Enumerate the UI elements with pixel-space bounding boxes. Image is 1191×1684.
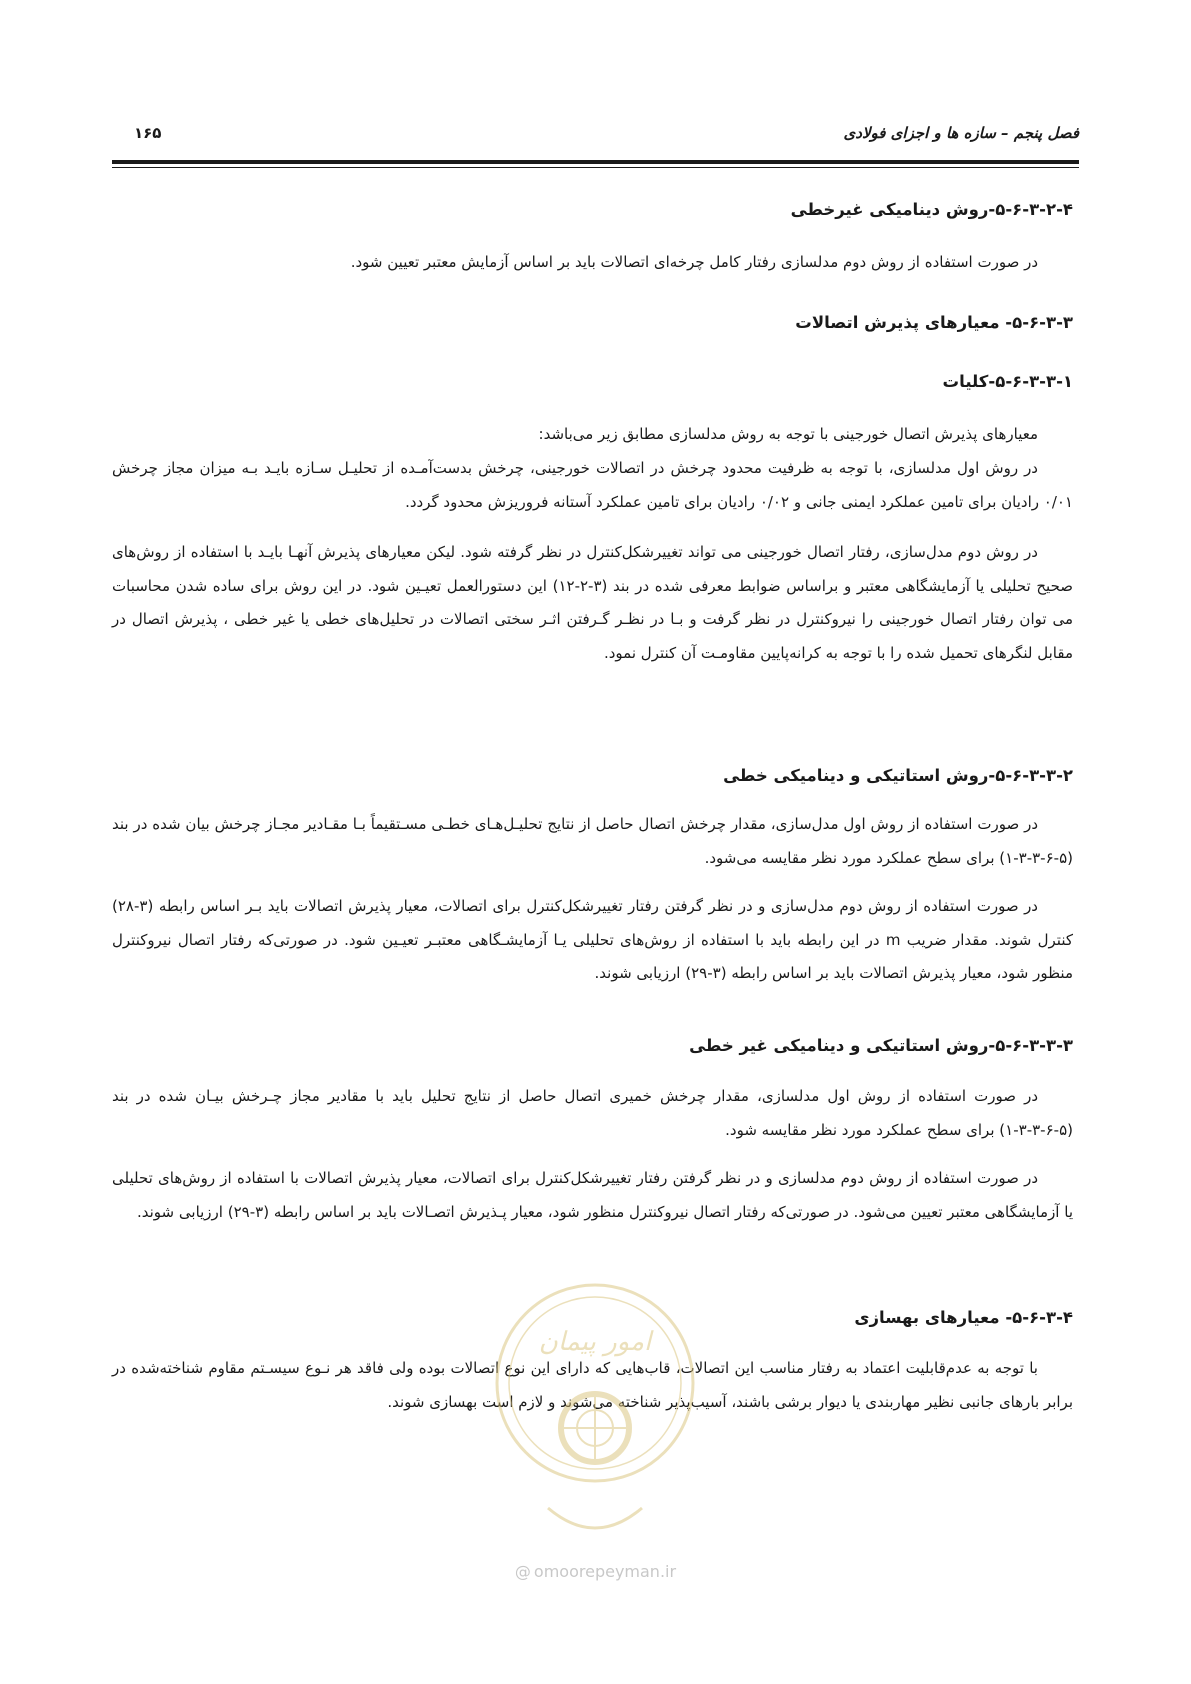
section-heading-linear-methods: ۵-۶-۳-۳-۲-روش استاتیکی و دینامیکی خطی	[723, 766, 1073, 785]
paragraph: در صورت استفاده از روش اول مدل‌سازی، مقدار چرخش اتصال حاصل از نتایج تحلیـل‌هـای خطـی مسـتقیماً بـا مقـادیر مجـاز چرخش بیان شده در بند (۵-۶-۳-۳-۱) برای سطح عملکرد مورد نظر مقایسه می‌شود.	[112, 815, 1073, 867]
header-rule-thin	[112, 167, 1079, 168]
section-heading-nonlinear-methods: ۵-۶-۳-۳-۳-روش استاتیکی و دینامیکی غیر خطی	[689, 1036, 1073, 1055]
watermark-seal-text: امور پیمان	[538, 1327, 652, 1357]
page-number: ۱۶۵	[134, 124, 162, 142]
header-rule-thick	[112, 160, 1079, 164]
watermark-seal	[490, 1278, 700, 1534]
section-heading-general: ۵-۶-۳-۳-۱-کلیات	[942, 372, 1073, 391]
paragraph: در صورت استفاده از روش دوم مدلسازی و در نظر گرفتن رفتار تغییرشکل‌کنترل برای اتصالات، معیار پذیرش اتصالات با استفاده از روش‌های تحلیلی یا آزمایشگاهی معتبر تعیین می‌شود. در صورتی‌که رفتار اتصال نیروکنترل منظور شود، معیار پـذیرش اتصـالات باید بر اساس رابطه (۳-۲۹) ارزیابی شوند.	[112, 1169, 1073, 1221]
paragraph: با توجه به عدم‌قابلیت اعتماد به رفتار مناسب این اتصالات، قاب‌هایی که دارای این نوع اتصالات بوده ولی فاقد هر نـوع سیسـتم مقاوم شناخته‌شده در برابر بارهای جانبی نظیر مهاربندی یا دیوار برشی باشند، آسیب‌پذیر شناخته می‌شوند و لازم است بهسازی شوند.	[112, 1359, 1073, 1411]
paragraph: در صورت استفاده از روش دوم مدلسازی رفتار کامل چرخه‌ای اتصالات باید بر اساس آزمایش معتبر تعیین شود.	[350, 253, 1038, 271]
section-heading-retrofit-criteria: ۵-۶-۳-۴- معیارهای بهسازی	[854, 1308, 1073, 1327]
watermark-site: @ omoorepeyman.ir	[514, 1562, 677, 1581]
paragraph: در روش دوم مدل‌سازی، رفتار اتصال خورجینی می تواند تغییرشکل‌کنترل در نظر گرفته شود. لیکن معیارهای پذیرش آنهـا بایـد با استفاده از روش‌های صحیح تحلیلی یا آزمایشگاهی معتبر و براساس ضوابط معرفی شده در بند (۳-۲-۱۲) این دستورالعمل تعیـین شود. در این روش برای ساده شدن محاسبات می توان رفتار اتصال خورجینی را نیروکنترل در نظر گرفت و بـا در نظـر گـرفتن اثـر سختی اتصالات در تحلیل‌های خطی یا غیر خطی ، پذیرش اتصال در مقابل لنگرهای تحمیل شده را با توجه به کرانه‌پایین مقاومـت آن کنترل نمود.	[112, 543, 1073, 662]
paragraph: در روش اول مدلسازی، با توجه به ظرفیت محدود چرخش در اتصالات خورجینی، چرخش بدست‌آمـده از تحلیـل سـازه بایـد بـه میزان مجاز چرخش ۰/۰۱ رادیان برای تامین عملکرد ایمنی جانی و ۰/۰۲ رادیان برای تامین عملکرد آستانه فروریزش محدود گردد.	[112, 459, 1073, 511]
paragraph: در صورت استفاده از روش دوم مدل‌سازی و در نظر گرفتن رفتار تغییرشکل‌کنترل برای اتصالات، معیار پذیرش اتصالات باید بـر اساس رابطه (۳-۲۸) کنترل شوند. مقدار ضریب m در این رابطه باید با استفاده از روش‌های تحلیلی یـا آزمایشـگاهی معتبـر تعیـین شود. در صورتی‌که رفتار اتصال نیروکنترل منظور شود، معیار پذیرش اتصالات باید بر اساس رابطه (۳-۲۹) ارزیابی شوند.	[112, 897, 1073, 983]
chapter-title: فصل پنجم – سازه ها و اجزای فولادی	[843, 124, 1079, 142]
paragraph: معیارهای پذیرش اتصال خورجینی با توجه به روش مدلسازی مطابق زیر می‌باشد:	[538, 425, 1038, 443]
paragraph: در صورت استفاده از روش اول مدلسازی، مقدار چرخش خمیری اتصال حاصل از نتایج تحلیل باید با مقادیر مجاز چـرخش بیـان شده در بند (۵-۶-۳-۳-۱) برای سطح عملکرد مورد نظر مقایسه شود.	[112, 1087, 1073, 1139]
section-heading-nonlinear-dynamic: ۵-۶-۳-۲-۴-روش دینامیکی غیرخطی	[790, 200, 1073, 219]
page-header	[112, 124, 1079, 150]
section-heading-acceptance-criteria: ۵-۶-۳-۳- معیارهای پذیرش اتصالات	[795, 313, 1073, 332]
